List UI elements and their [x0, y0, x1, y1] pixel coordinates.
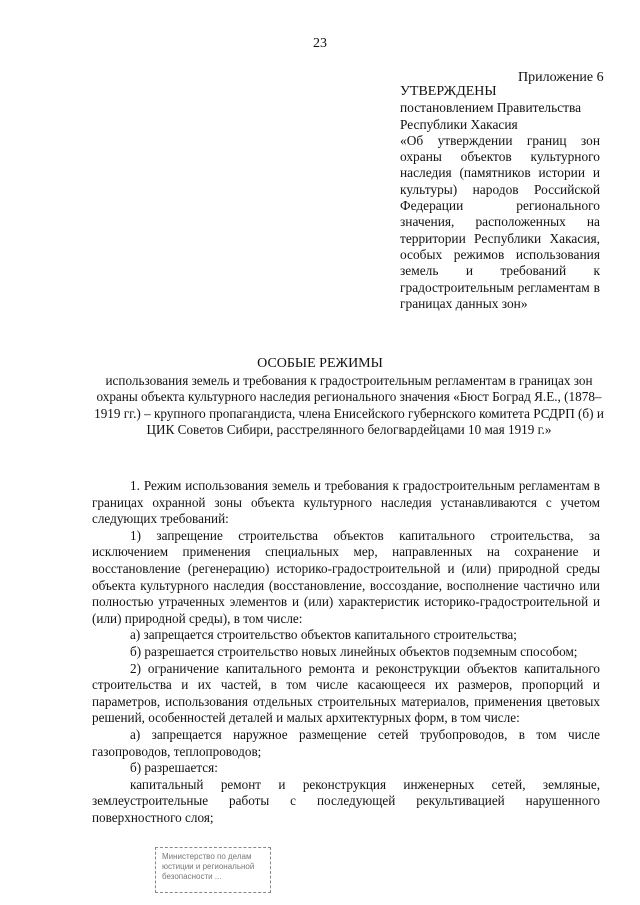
stamp-line: Министерство по делам	[162, 852, 252, 861]
paragraph-item-1: 1) запрещение строительства объектов капитального строительства, за исключением применения специальных мер, направленных на сохранение и восстановление (регенерацию) историко-градостроительной и (или) природной среды объекта культурного наследия (восстановление, воссоздание, восполнение частично или полностью утраченных элементов и (или) характеристик историко-градостроительной и (или) природной среды), в том числе:	[92, 527, 600, 626]
paragraph-item-1b: б) разрешается строительство новых линейных объектов подземным способом;	[130, 643, 578, 659]
registration-stamp	[155, 847, 271, 893]
approval-line-1: постановлением Правительства	[400, 100, 582, 116]
appendix-label: Приложение 6	[518, 70, 604, 85]
stamp-line: безопасности ...	[162, 872, 222, 881]
paragraph-item-2: 2) ограничение капитального ремонта и реконструкции объектов капитального строительства и их частей, в том числе касающееся их размеров, пропорций и параметров, использования отдельных строительных материалов, применения цветовых решений, особенностей деталей и малых архитектурных форм, в том числе:	[92, 660, 600, 726]
approval-block	[400, 84, 600, 312]
document-title: ОСОБЫЕ РЕЖИМЫ	[257, 356, 383, 371]
paragraph-item-2b-text: капитальный ремонт и реконструкция инженерных сетей, земляные, землеустроительные работы с последующей рекультивацией нарушенного поверхностного слоя;	[92, 776, 600, 825]
page-number: 23	[313, 36, 327, 51]
approved-heading: УТВЕРЖДЕНЫ	[400, 84, 497, 99]
paragraph-item-2a: а) запрещается наружное размещение сетей трубопроводов, в том числе газопроводов, теплопроводов;	[92, 726, 600, 759]
approval-line-2: Республики Хакасия	[400, 116, 518, 132]
document-body	[92, 478, 600, 826]
paragraph-1: 1. Режим использования земель и требования к градостроительным регламентам в границах охранной зоны объекта культурного наследия устанавливаются с учетом следующих требований:	[92, 478, 600, 527]
stamp-line: юстиции и региональной	[162, 862, 255, 871]
document-subtitle: использования земель и требования к градостроительным регламентам в границах зон охраны объекта культурного наследия регионального значения «Бюст Боград Я.Е., (1878–1919 гг.) – крупного пропагандиста, члена Енисейского губернского комитета РСДРП (б) и ЦИК Советов Сибири, расстрелянного белогвардейцами 10 мая 1919 г.»	[94, 373, 604, 437]
decree-title: «Об утверждении границ зон охраны объектов культурного наследия (памятников истории и культуры) народов Российской Федерации регионального значения, расположенных на территории Республики Хакасия, особых режимов использования земель и требований к градостроительным регламентам в границах данных зон»	[400, 132, 600, 311]
paragraph-item-1a: а) запрещается строительство объектов капитального строительства;	[130, 627, 517, 643]
paragraph-item-2b: б) разрешается:	[130, 760, 218, 776]
